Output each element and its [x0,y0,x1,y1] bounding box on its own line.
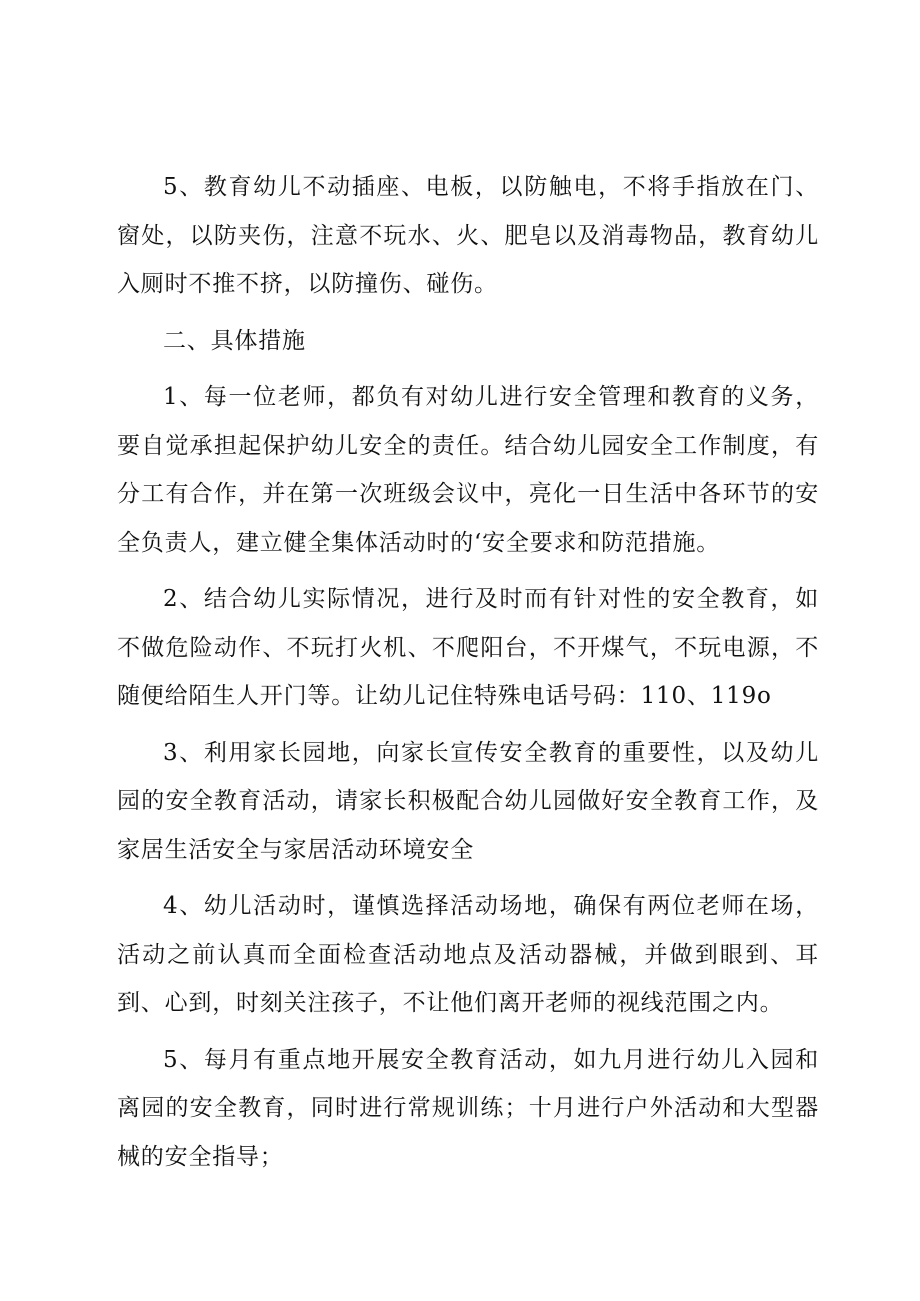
paragraph-measure-1: 1、每一位老师，都负有对幼儿进行安全管理和教育的义务，要自觉承担起保护幼儿安全的责任。结合幼儿园安全工作制度，有分工有合作，并在第一次班级会议中，亮化一日生活中各环节的安全负责人，建立健全集体活动时的‘安全要求和防范措施。 [117,384,819,556]
paragraph-measure-4: 4、幼儿活动时，谨慎选择活动场地，确保有两位老师在场，活动之前认真而全面检查活动地点及活动器械，并做到眼到、耳到、心到，时刻关注孩子，不让他们离开老师的视线范围之内。 [117,893,819,1016]
paragraph-measure-2: 2、结合幼儿实际情况，进行及时而有针对性的安全教育，如不做危险动作、不玩打火机、不爬阳台，不开煤气，不玩电源，不随便给陌生人开门等。让幼儿记住特殊电话号码：110、119o [117,586,819,709]
section-heading-specific-measures: 二、具体措施 [163,327,306,354]
paragraph-measure-5: 5、每月有重点地开展安全教育活动，如九月进行幼儿入园和离园的安全教育，同时进行常规训练；十月进行户外活动和大型器械的安全指导； [117,1046,819,1170]
paragraph-measure-3: 3、利用家长园地，向家长宣传安全教育的重要性，以及幼儿园的安全教育活动，请家长积极配合幼儿园做好安全教育工作，及家居生活安全与家居活动环境安全 [117,739,819,863]
paragraph-item-5-prevention: 5、教育幼儿不动插座、电板，以防触电，不将手指放在门、窗处，以防夹伤，注意不玩水、火、肥皂以及消毒物品，教育幼儿入厕时不推不挤，以防撞伤、碰伤。 [117,174,819,297]
document-body [117,163,819,1189]
